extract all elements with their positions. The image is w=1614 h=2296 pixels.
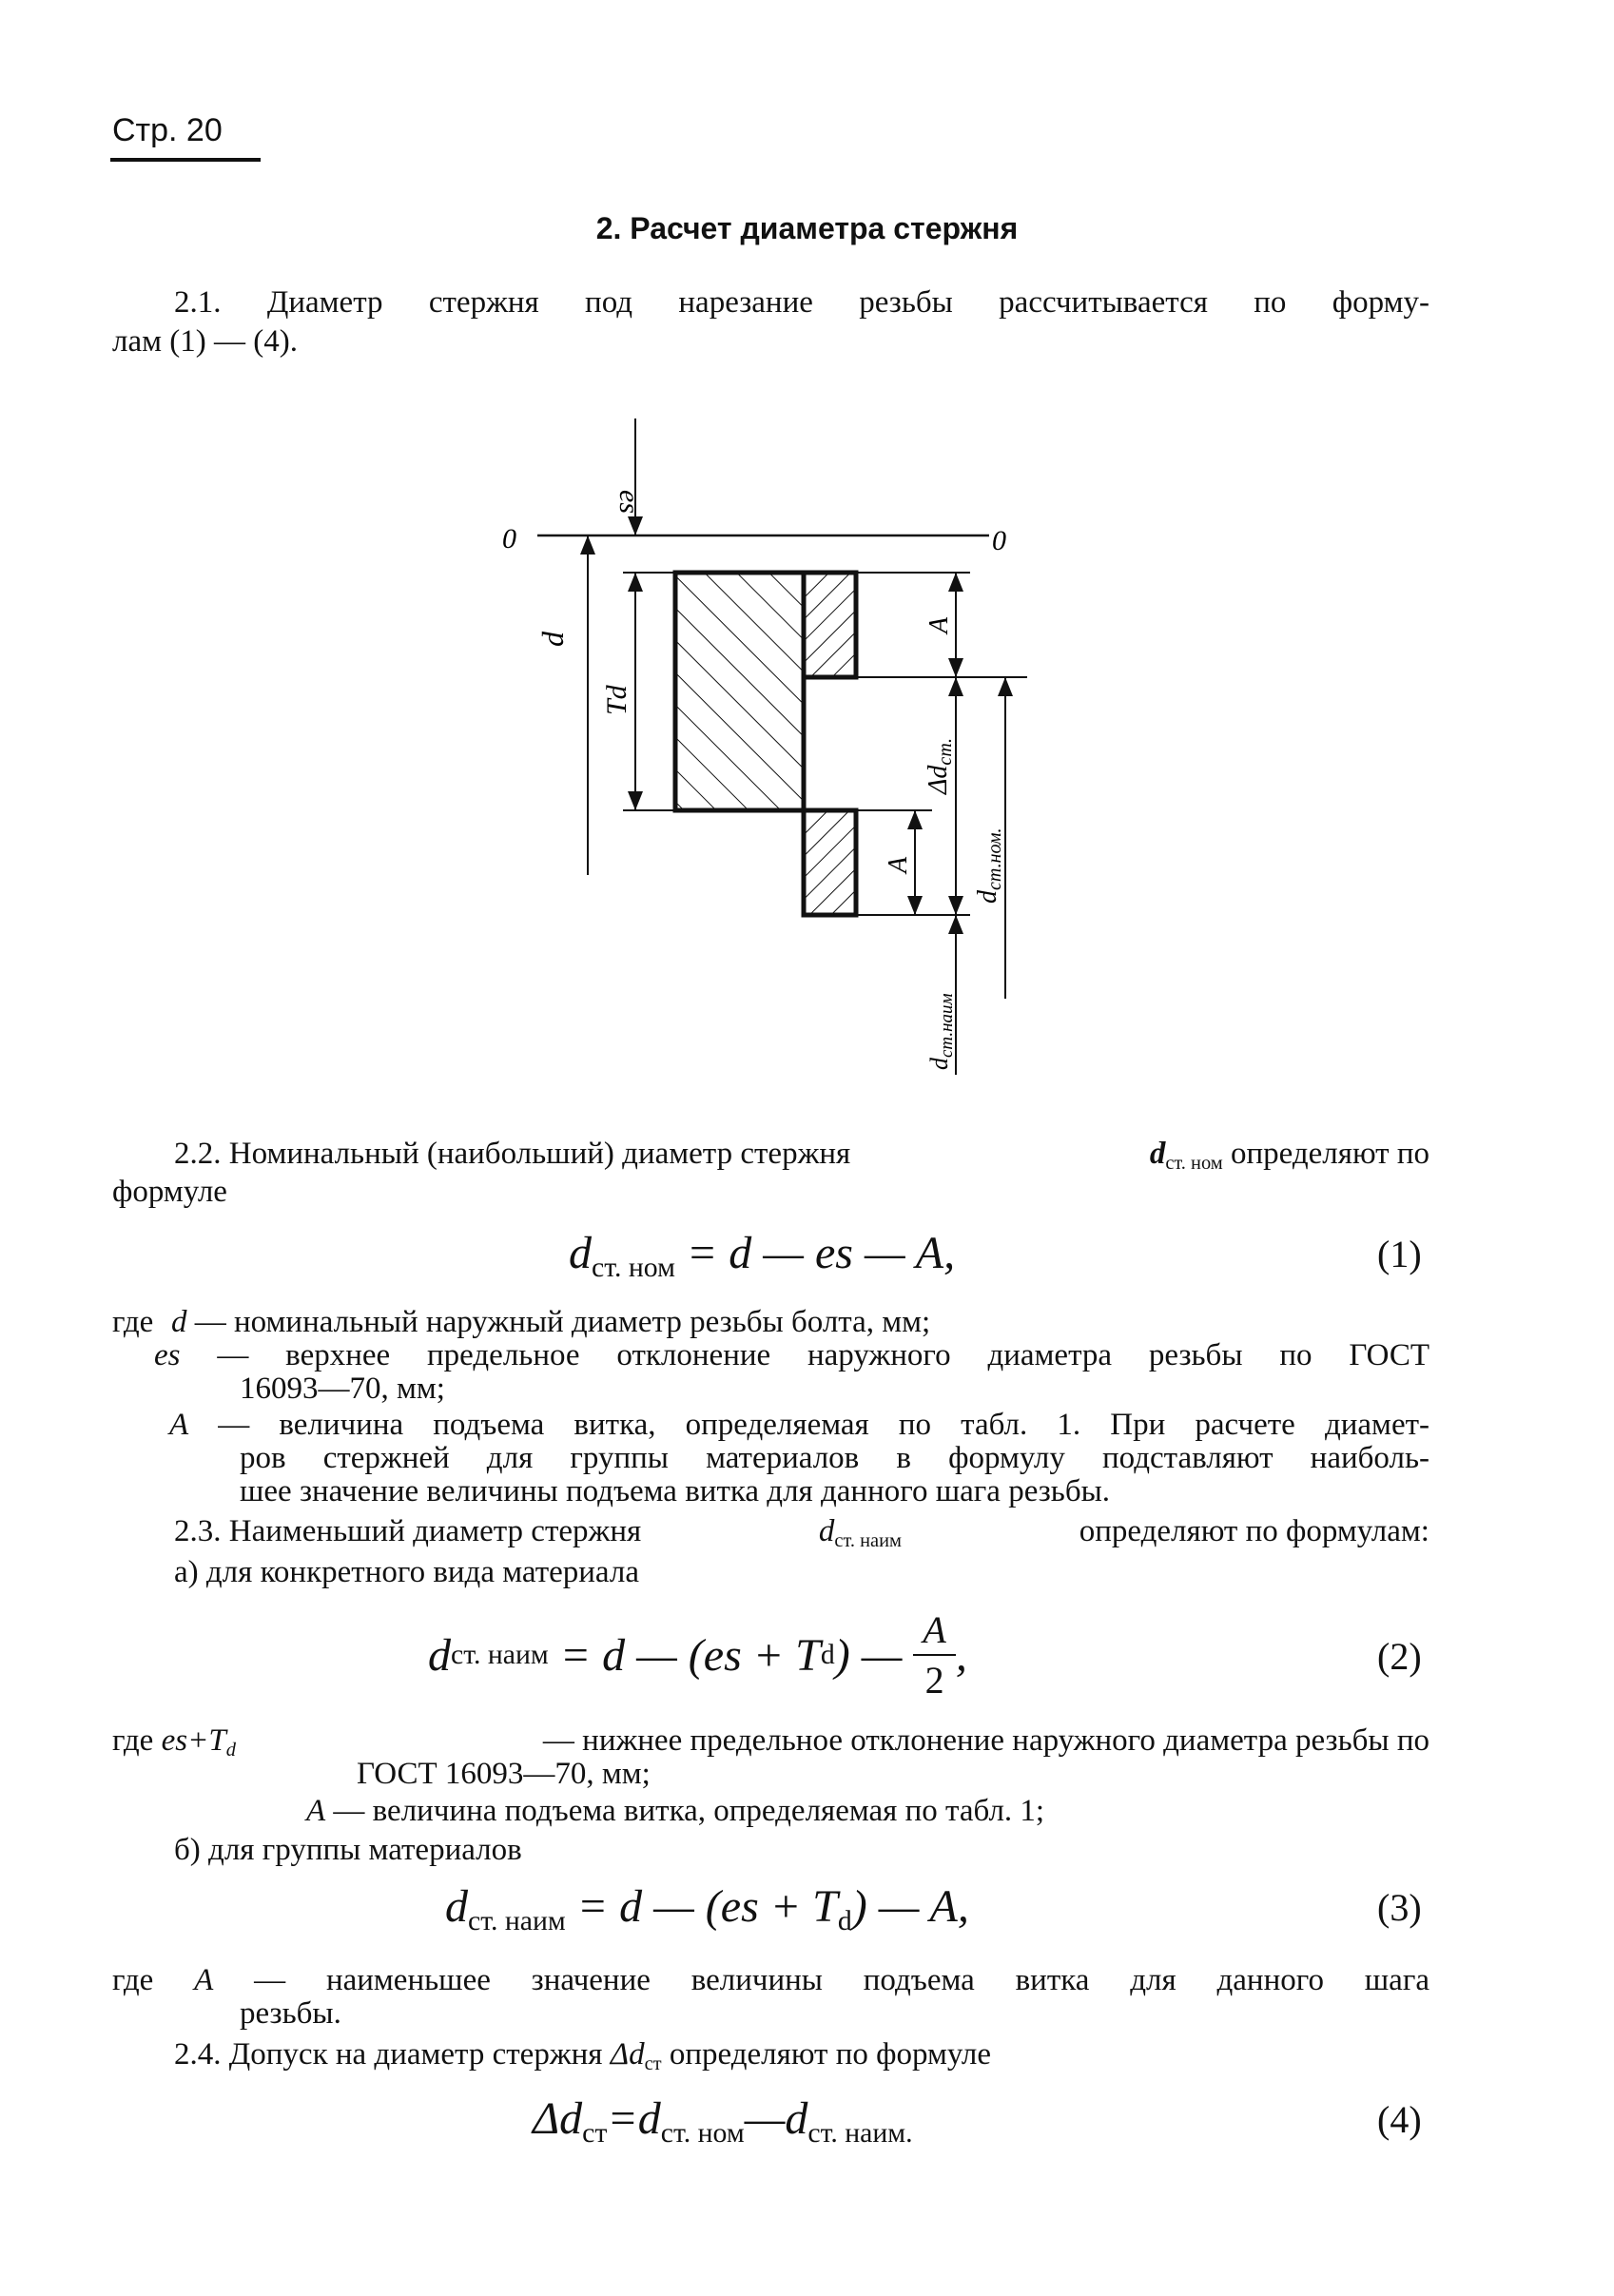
equation-4-number: (4): [1377, 2098, 1422, 2141]
equation-1-number: (1): [1377, 1233, 1422, 1275]
def2-a: A — величина подъема витка, определяемая по табл. 1;: [306, 1794, 1045, 1828]
d-nominal-label: dст.ном.: [973, 827, 1005, 904]
equation-3-number: (3): [1377, 1886, 1422, 1929]
equation-1: $d_{ст. ном} = d$ — es — A,: [569, 1228, 956, 1283]
def3-a: где A — наименьшее значение величины подъема витка для данного шага: [112, 1963, 1430, 1997]
def-d: d — номинальный наружный диаметр резьбы болта, мм;: [171, 1305, 931, 1339]
section-title: 2. Расчет диаметра стержня: [595, 211, 1019, 245]
def-es-td: где $es+T_d$ — нижнее предельное отклонение наружного диаметра резьбы по: [112, 1723, 1429, 1761]
stem-diameter-diagram: [476, 409, 1065, 1080]
p24-line1: 2.4. Допуск на диаметр стержня $\Delta d_{ст}$ определяют по формуле: [174, 2037, 992, 2075]
def3-a-cont: резьбы.: [240, 1996, 341, 2031]
header-rule: [110, 158, 261, 162]
def-es: es — верхнее предельное отклонение наружного диаметра резьбы по ГОСТ: [154, 1338, 1429, 1372]
equation-4: $\Delta d_{ст}=d_{ст. ном}—d_{ст. наим.}$: [533, 2093, 913, 2149]
p21-line1: 2.1. Диаметр стержня под нарезание резьбы рассчитывается по форму-: [174, 285, 1429, 320]
equation-2-fraction: $\frac{A}{2}$: [913, 1607, 955, 1703]
d-label: d: [535, 632, 570, 647]
def-es-cont: 16093—70, мм;: [240, 1372, 445, 1406]
zero-label-left: 0: [502, 523, 516, 555]
defs1-prefix: где: [112, 1305, 154, 1339]
bolt-tolerance-field: [675, 573, 804, 810]
d-min-label: dст.наим: [925, 993, 957, 1070]
equation-2: d ст. наим = d — (es + T d ) — $\frac{A}{2}$ ,: [428, 1608, 967, 1702]
def-a-cont2: шее значение величины подъема витка для данного шага резьбы.: [240, 1474, 1111, 1508]
item-b: б) для группы материалов: [174, 1833, 522, 1867]
def-a: A — величина подъема витка, определяемая по табл. 1. При расчете диамет-: [169, 1408, 1429, 1442]
p21-line2: лам (1) — (4).: [112, 324, 298, 359]
def-a-cont1: ров стержней для группы материалов в формулу подставляют наиболь-: [240, 1441, 1429, 1475]
p22-line2: формуле: [112, 1175, 227, 1209]
lower-thread-rise-field: [804, 810, 856, 915]
es-label: es: [613, 490, 645, 514]
td-label: Td: [601, 685, 632, 715]
page-number: Стр. 20: [112, 112, 223, 148]
p22-line1: 2.2. Номинальный (наибольший) диаметр стержня $d_{ст. ном}$ определяют по: [174, 1137, 1429, 1175]
equation-2-number: (2): [1377, 1635, 1422, 1678]
a-top-label: A: [924, 616, 954, 633]
p23-line1: 2.3. Наименьший диаметр стержня $d_{ст. наим}$ определяют по формулам:: [174, 1514, 1429, 1552]
p23-item-a: а) для конкретного вида материала: [174, 1555, 639, 1589]
upper-thread-rise-field: [804, 573, 856, 677]
def-es-td-cont: ГОСТ 16093—70, мм;: [357, 1757, 651, 1791]
a-bottom-label: A: [884, 856, 913, 873]
zero-label-right: 0: [992, 525, 1006, 556]
equation-3: $d_{ст. наим} = d$ — $(es + T_d)$ — A,: [445, 1881, 969, 1936]
delta-d-label: Δdст.: [924, 737, 956, 794]
